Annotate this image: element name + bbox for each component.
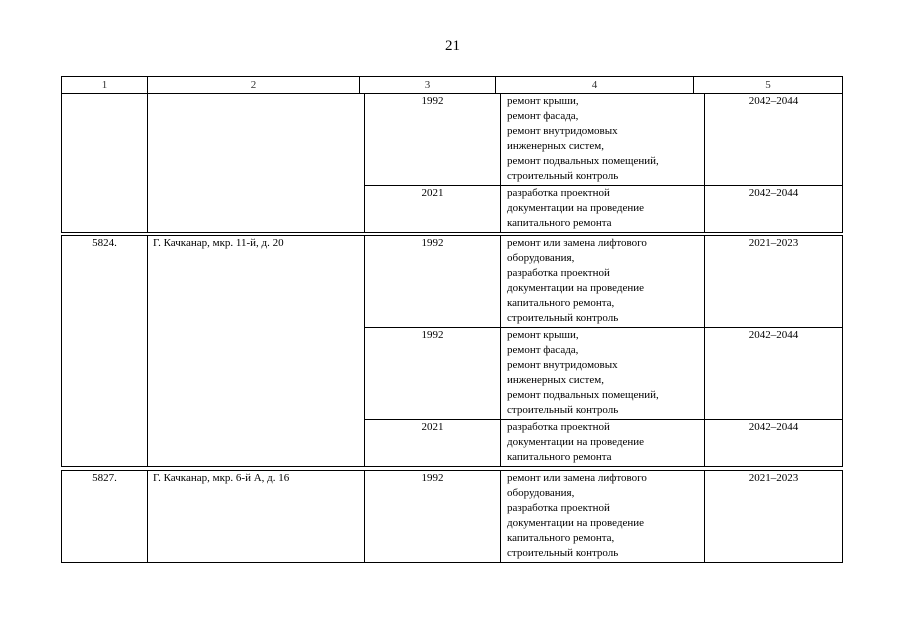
work-line: документации на проведение	[507, 282, 645, 294]
work-line: строительный контроль	[507, 547, 619, 559]
column-header-row	[62, 77, 843, 94]
works-cell	[501, 420, 705, 467]
work-line: оборудования,	[507, 252, 575, 264]
work-line: разработка проектной	[507, 502, 610, 514]
period-cell: 2021–2023	[705, 471, 843, 563]
work-line: строительный контроль	[507, 312, 619, 324]
column-header-table	[61, 76, 843, 94]
works-cell	[501, 94, 705, 186]
work-line: ремонт фасада,	[507, 110, 579, 122]
record-address-cell: Г. Качканар, мкр. 6-й А, д. 16	[148, 471, 365, 563]
work-line: капитального ремонта	[507, 217, 612, 229]
work-line: ремонт крыши,	[507, 95, 579, 107]
record-5824-table	[61, 235, 843, 467]
works-cell	[501, 236, 705, 328]
page-number: 21	[445, 38, 460, 54]
table-row	[62, 236, 843, 328]
work-line: оборудования,	[507, 487, 575, 499]
work-line: ремонт фасада,	[507, 344, 579, 356]
works-cell	[501, 471, 705, 563]
work-line: разработка проектной	[507, 267, 610, 279]
work-line: ремонт подвальных помещений,	[507, 389, 659, 401]
work-line: капитального ремонта,	[507, 532, 615, 544]
work-line: ремонт или замена лифтового	[507, 472, 647, 484]
work-line: капитального ремонта,	[507, 297, 615, 309]
work-line: ремонт внутридомовых	[507, 125, 618, 137]
table-row	[62, 94, 843, 186]
period-cell: 2021–2023	[705, 236, 843, 328]
year-cell: 1992	[365, 94, 501, 186]
record-number-cell: 5824.	[62, 236, 148, 467]
work-line: строительный контроль	[507, 170, 619, 182]
record-5827-table	[61, 470, 843, 563]
year-cell: 1992	[365, 236, 501, 328]
work-line: документации на проведение	[507, 517, 645, 529]
work-line: документации на проведение	[507, 436, 645, 448]
works-cell	[501, 186, 705, 233]
year-cell: 2021	[365, 420, 501, 467]
period-cell: 2042–2044	[705, 328, 843, 420]
record-number-cell	[62, 94, 148, 233]
year-cell: 1992	[365, 471, 501, 563]
work-line: ремонт или замена лифтового	[507, 237, 647, 249]
column-header-3: 3	[360, 77, 496, 94]
column-header-1: 1	[62, 77, 148, 94]
work-line: ремонт внутридомовых	[507, 359, 618, 371]
work-line: разработка проектной	[507, 187, 610, 199]
work-line: капитального ремонта	[507, 451, 612, 463]
column-header-2: 2	[148, 77, 360, 94]
column-header-5: 5	[694, 77, 843, 94]
table-row	[62, 471, 843, 563]
column-header-4: 4	[496, 77, 694, 94]
year-cell: 1992	[365, 328, 501, 420]
work-line: разработка проектной	[507, 421, 610, 433]
work-line: инженерных систем,	[507, 374, 604, 386]
record-address-cell: Г. Качканар, мкр. 11-й, д. 20	[148, 236, 365, 467]
year-cell: 2021	[365, 186, 501, 233]
work-line: инженерных систем,	[507, 140, 604, 152]
works-cell	[501, 328, 705, 420]
period-cell: 2042–2044	[705, 186, 843, 233]
period-cell: 2042–2044	[705, 94, 843, 186]
work-line: ремонт подвальных помещений,	[507, 155, 659, 167]
work-line: документации на проведение	[507, 202, 645, 214]
continuation-record-table	[61, 93, 843, 233]
period-cell: 2042–2044	[705, 420, 843, 467]
work-line: строительный контроль	[507, 404, 619, 416]
record-address-cell	[148, 94, 365, 233]
work-line: ремонт крыши,	[507, 329, 579, 341]
record-number-cell: 5827.	[62, 471, 148, 563]
